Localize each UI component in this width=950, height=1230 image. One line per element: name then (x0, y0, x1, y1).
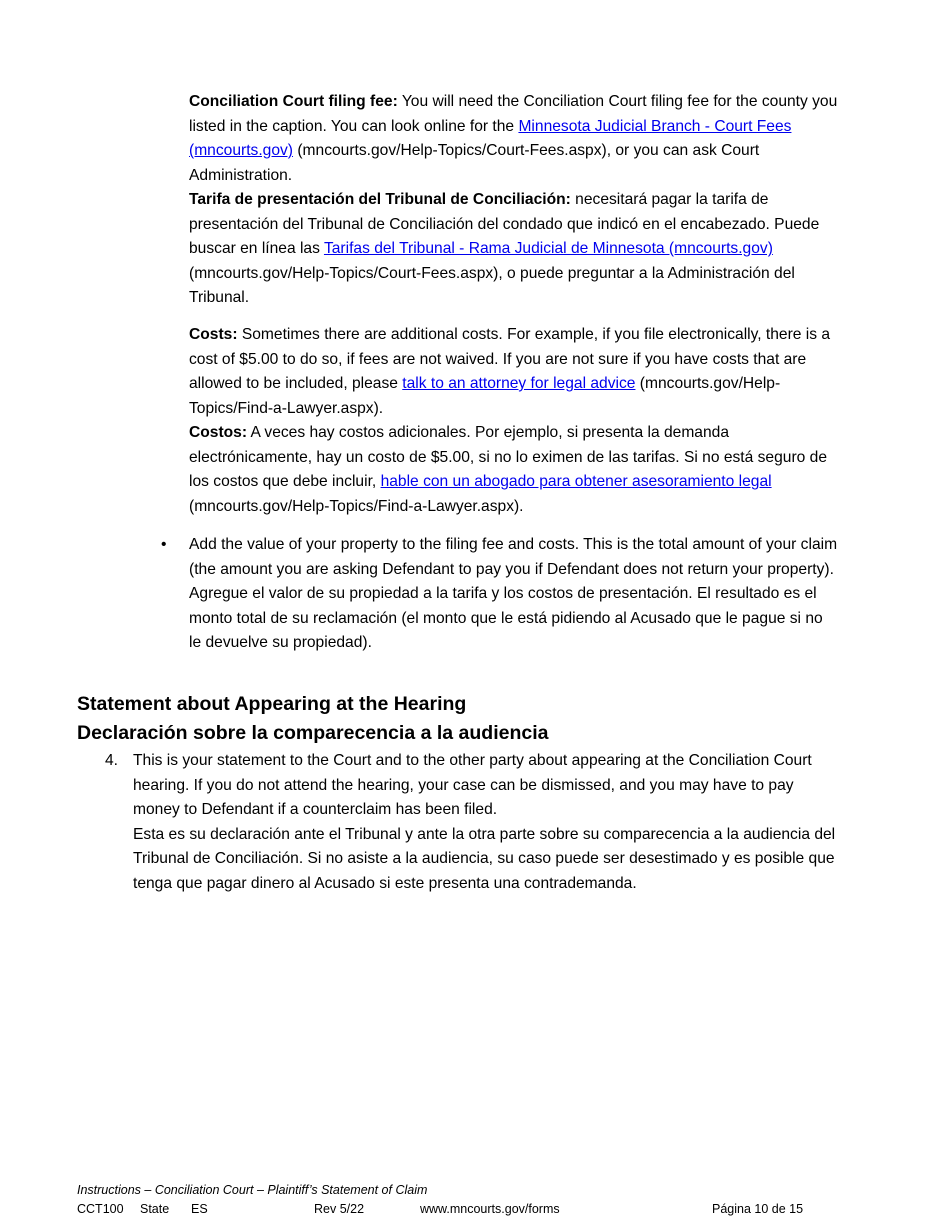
costs-en (189, 323, 839, 421)
filing-fee-label: Conciliation Court filing fee: (189, 93, 398, 110)
footer-page-number: Página 10 de 15 (712, 1202, 804, 1216)
court-fees-link-es[interactable]: Tarifas del Tribunal - Rama Judicial de Minnesota (mncourts.gov) (323, 240, 773, 257)
section-heading-en: Statement about Appearing at the Hearing (77, 693, 467, 715)
filing-fee-paragraph (189, 90, 839, 311)
item-text-en: This is your statement to the Court and to the other party about appearing at the Conciliation Court hearing. If you do not attend the hearing, your case can be dismissed, and you may have to pay money to Defendant if a counterclaim has been filed. (133, 752, 812, 818)
filing-fee-text-es: necesitará pagar la tarifa de presentación del Tribunal de Conciliación del condado que indicó en el encabezado. Puede buscar en línea las (189, 191, 820, 257)
attorney-advice-link[interactable]: talk to an attorney for legal advice (402, 375, 636, 392)
costs-es (189, 421, 839, 519)
costs-text-es: A veces hay costos adicionales. Por ejemplo, si presenta la demanda electrónicamente, hay un costo de $5.00, si no lo eximen de las tarifas. Si no está seguro de los costos que debe incluir, (189, 424, 827, 490)
section-heading-es: Declaración sobre la comparecencia a la audiencia (77, 722, 549, 744)
filing-fee-text-end: (mncourts.gov/Help-Topics/Court-Fees.aspx), or you can ask Court Administration. (189, 142, 760, 184)
costs-text: Sometimes there are additional costs. For example, if you file electronically, there is a cost of $5.00 to do so, if fees are not waived. If you are not sure if you have costs that are allowed to be included, please (189, 326, 831, 392)
costs-text-end-es: (mncourts.gov/Help-Topics/Find-a-Lawyer.aspx). (189, 497, 524, 515)
filing-fee-en (189, 90, 839, 188)
costs-text-end: (mncourts.gov/Help-Topics/Find-a-Lawyer.aspx). (189, 375, 781, 417)
attorney-advice-link-es[interactable]: hable con un abogado para obtener asesoramiento legal (380, 473, 772, 490)
footer-website: www.mncourts.gov/forms (420, 1202, 560, 1216)
footer-revision: Rev 5/22 (314, 1202, 365, 1216)
footer-title: Instructions – Conciliation Court – Plaintiff’s Statement of Claim (77, 1183, 428, 1197)
filing-fee-text-end-es: (mncourts.gov/Help-Topics/Court-Fees.aspx), o puede preguntar a la Administración del Tribunal. (189, 264, 795, 306)
bullet-text-en: Add the value of your property to the filing fee and costs. This is the total amount of your claim (the amount you are asking Defendant to pay you if Defendant does not return your property). (189, 536, 838, 578)
costs-label-es: Costos: (189, 424, 248, 441)
costs-label: Costs: (189, 326, 238, 343)
filing-fee-text: You will need the Conciliation Court filing fee for the county you listed in the caption. You can look online for the (189, 93, 838, 135)
bullet-item (189, 533, 839, 656)
court-fees-link[interactable]: Minnesota Judicial Branch - Court Fees (mncourts.gov) (189, 117, 792, 159)
filing-fee-label-es: Tarifa de presentación del Tribunal de Conciliación: (189, 191, 571, 208)
bullet-text-es: Agregue el valor de su propiedad a la tarifa y los costos de presentación. El resultado es el monto total de su reclamación (el monto que le está pidiendo al Acusado que le pague si no le devuelve su propiedad). (189, 585, 823, 651)
footer-state: State (140, 1202, 170, 1216)
item-number: 4. (105, 752, 119, 769)
bullet-symbol: • (161, 536, 167, 553)
numbered-item (133, 749, 839, 896)
footer-language: ES (191, 1202, 208, 1216)
filing-fee-es (189, 188, 839, 311)
costs-paragraph (189, 323, 839, 519)
footer-form-code: CCT100 (77, 1202, 124, 1216)
item-text-es: Esta es su declaración ante el Tribunal y ante la otra parte sobre su comparecencia a la audiencia del Tribunal de Conciliación. Si no asiste a la audiencia, su caso puede ser desestimado y es posible que tenga que pagar dinero al Acusado si este presenta una contrademanda. (133, 825, 836, 892)
